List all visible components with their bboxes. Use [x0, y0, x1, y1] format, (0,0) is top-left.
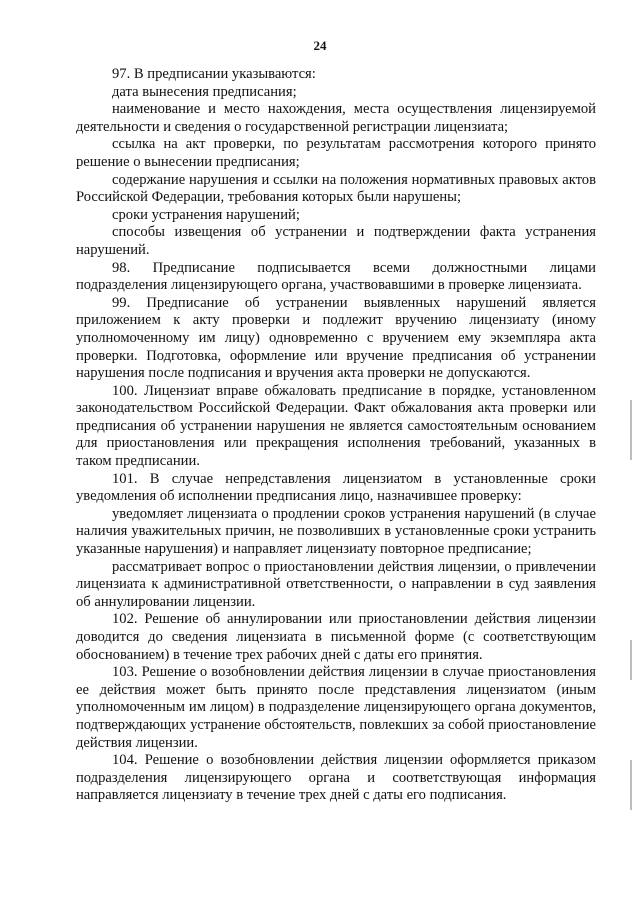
paragraph-99: 99. Предписание об устранении выявленных нарушений является приложением к акту проверки и подлежит вручению лицензиату (иному уполномоченному им лицу) одновременно с вручением ему экземпляра акта проверки. Подготовка, оформление или вручение предписания об устранении нарушения после подписания и вручения акта проверки не допускаются. — [76, 294, 596, 382]
paragraph-103: 103. Решение о возобновлении действия лицензии в случае приостановления ее действия может быть принято после представления лицензиатом (иным уполномоченным им лицом) в подразделение лицензирующего органа документов, подтверждающих устранение обстоятельств, повлекших за собой приостановление действия лицензии. — [76, 664, 596, 751]
page-number: 24 — [313, 38, 327, 53]
paragraph-97-item-violation-content: содержание нарушения и ссылки на положения нормативных правовых актов Российской Федерации, требования которых были нарушены; — [76, 171, 596, 206]
paragraph-102: 102. Решение об аннулировании или приостановлении действия лицензии доводится до сведения лицензиата в письменной форме (с соответствующим обоснованием) в течение трех рабочих дней с даты его принятия. — [76, 611, 596, 663]
paragraph-97-item-act-reference: ссылка на акт проверки, по результатам рассмотрения которого принято решение о вынесении предписания; — [76, 136, 596, 170]
document-body — [76, 66, 596, 805]
paragraph-97-item-name: наименование и место нахождения, места осуществления лицензируемой деятельности и сведения о государственной регистрации лицензиата; — [76, 101, 596, 135]
paragraph-101: 101. В случае непредставления лицензиатом в установленные сроки уведомления об исполнении предписания лицо, назначившее проверку: — [76, 470, 596, 505]
paragraph-97: 97. В предписании указываются: — [112, 66, 316, 82]
paragraph-97-item-deadlines: сроки устранения нарушений; — [112, 206, 300, 223]
paragraph-101-item-suspension: рассматривает вопрос о приостановлении действия лицензии, о привлечении лицензиата к административной ответственности, о направлении в суд заявления об аннулировании лицензии. — [76, 558, 596, 610]
paragraph-104: 104. Решение о возобновлении действия лицензии оформляется приказом подразделения лицензирующего органа и соответствующая информация направляется лицензиату в течение трех дней с даты его подписания. — [76, 752, 596, 804]
scan-edge-mark — [630, 760, 632, 810]
paragraph-98: 98. Предписание подписывается всеми должностными лицами подразделения лицензирующего органа, участвовавшими в проверке лицензиата. — [76, 259, 596, 294]
scan-edge-mark — [630, 640, 632, 680]
paragraph-100: 100. Лицензиат вправе обжаловать предписание в порядке, установленном законодательством Российской Федерации. Факт обжалования акта проверки или предписания об устранении нарушения не является самостоятельным основанием для приостановления или прекращения исполнения требований, указанных в таком предписании. — [76, 382, 596, 470]
paragraph-97-item-date: дата вынесения предписания; — [112, 83, 297, 100]
paragraph-101-item-extension: уведомляет лицензиата о продлении сроков устранения нарушений (в случае наличия уважительных причин, не позволивших в установленные сроки устранить указанные нарушения) и направляет лицензиату повторное предписание; — [76, 505, 596, 558]
scan-edge-mark — [630, 400, 632, 460]
paragraph-97-item-notification-methods: способы извещения об устранении и подтверждении факта устранения нарушений. — [76, 224, 596, 258]
